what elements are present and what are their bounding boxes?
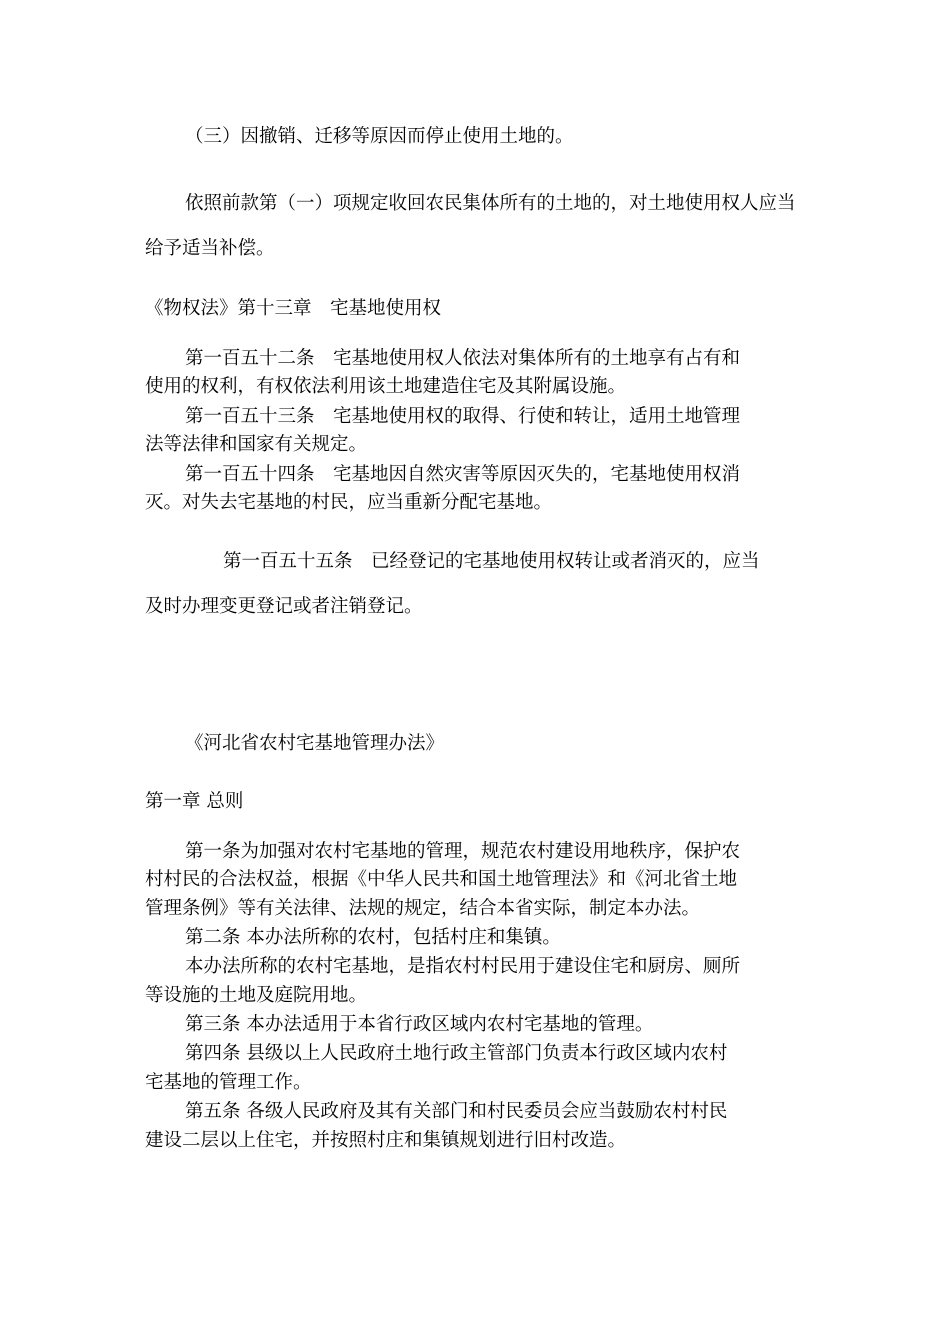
text-line: 本办法所称的农村宅基地，是指农村村民用于建设住宅和厨房、厕所 [185,956,741,977]
text-line: 灭。对失去宅基地的村民，应当重新分配宅基地。 [145,492,553,513]
text-line: 使用的权利，有权依法利用该土地建造住宅及其附属设施。 [145,376,627,397]
text-line: 法等法律和国家有关规定。 [145,434,368,455]
text-line: 第四条 县级以上人民政府土地行政主管部门负责本行政区域内农村 [185,1043,728,1064]
text-line: 第一百五十二条 宅基地使用权人依法对集体所有的土地享有占有和 [185,348,741,369]
text-line: 给予适当补偿。 [145,238,275,259]
text-line: 第一百五十四条 宅基地因自然灾害等原因灭失的，宅基地使用权消 [185,464,741,485]
text-line: 管理条例》等有关法律、法规的规定，结合本省实际，制定本办法。 [145,898,701,919]
text-line: 第五条 各级人民政府及其有关部门和村民委员会应当鼓励农村村民 [185,1101,728,1122]
text-line: 依照前款第（一）项规定收回农民集体所有的土地的，对土地使用权人应当 [185,193,796,214]
text-line: 第一百五十五条 已经登记的宅基地使用权转让或者消灭的，应当 [223,551,760,572]
text-line: 建设二层以上住宅，并按照村庄和集镇规划进行旧村改造。 [145,1130,627,1151]
text-line: 宅基地的管理工作。 [145,1072,312,1093]
section-heading: 《物权法》第十三章 宅基地使用权 [145,298,442,319]
text-line: 第一条为加强对农村宅基地的管理，规范农村建设用地秩序，保护农 [185,841,741,862]
text-line: 等设施的土地及庭院用地。 [145,985,368,1006]
document-title: 《河北省农村宅基地管理办法》 [185,733,445,754]
text-line: 第一百五十三条 宅基地使用权的取得、行使和转让，适用土地管理 [185,406,741,427]
text-line: （三）因撤销、迁移等原因而停止使用土地的。 [185,126,574,147]
chapter-heading: 第一章 总则 [145,791,244,812]
text-line: 村村民的合法权益，根据《中华人民共和国土地管理法》和《河北省土地 [145,869,738,890]
text-line: 及时办理变更登记或者注销登记。 [145,596,423,617]
text-line: 第二条 本办法所称的农村，包括村庄和集镇。 [185,927,561,948]
text-line: 第三条 本办法适用于本省行政区域内农村宅基地的管理。 [185,1014,654,1035]
